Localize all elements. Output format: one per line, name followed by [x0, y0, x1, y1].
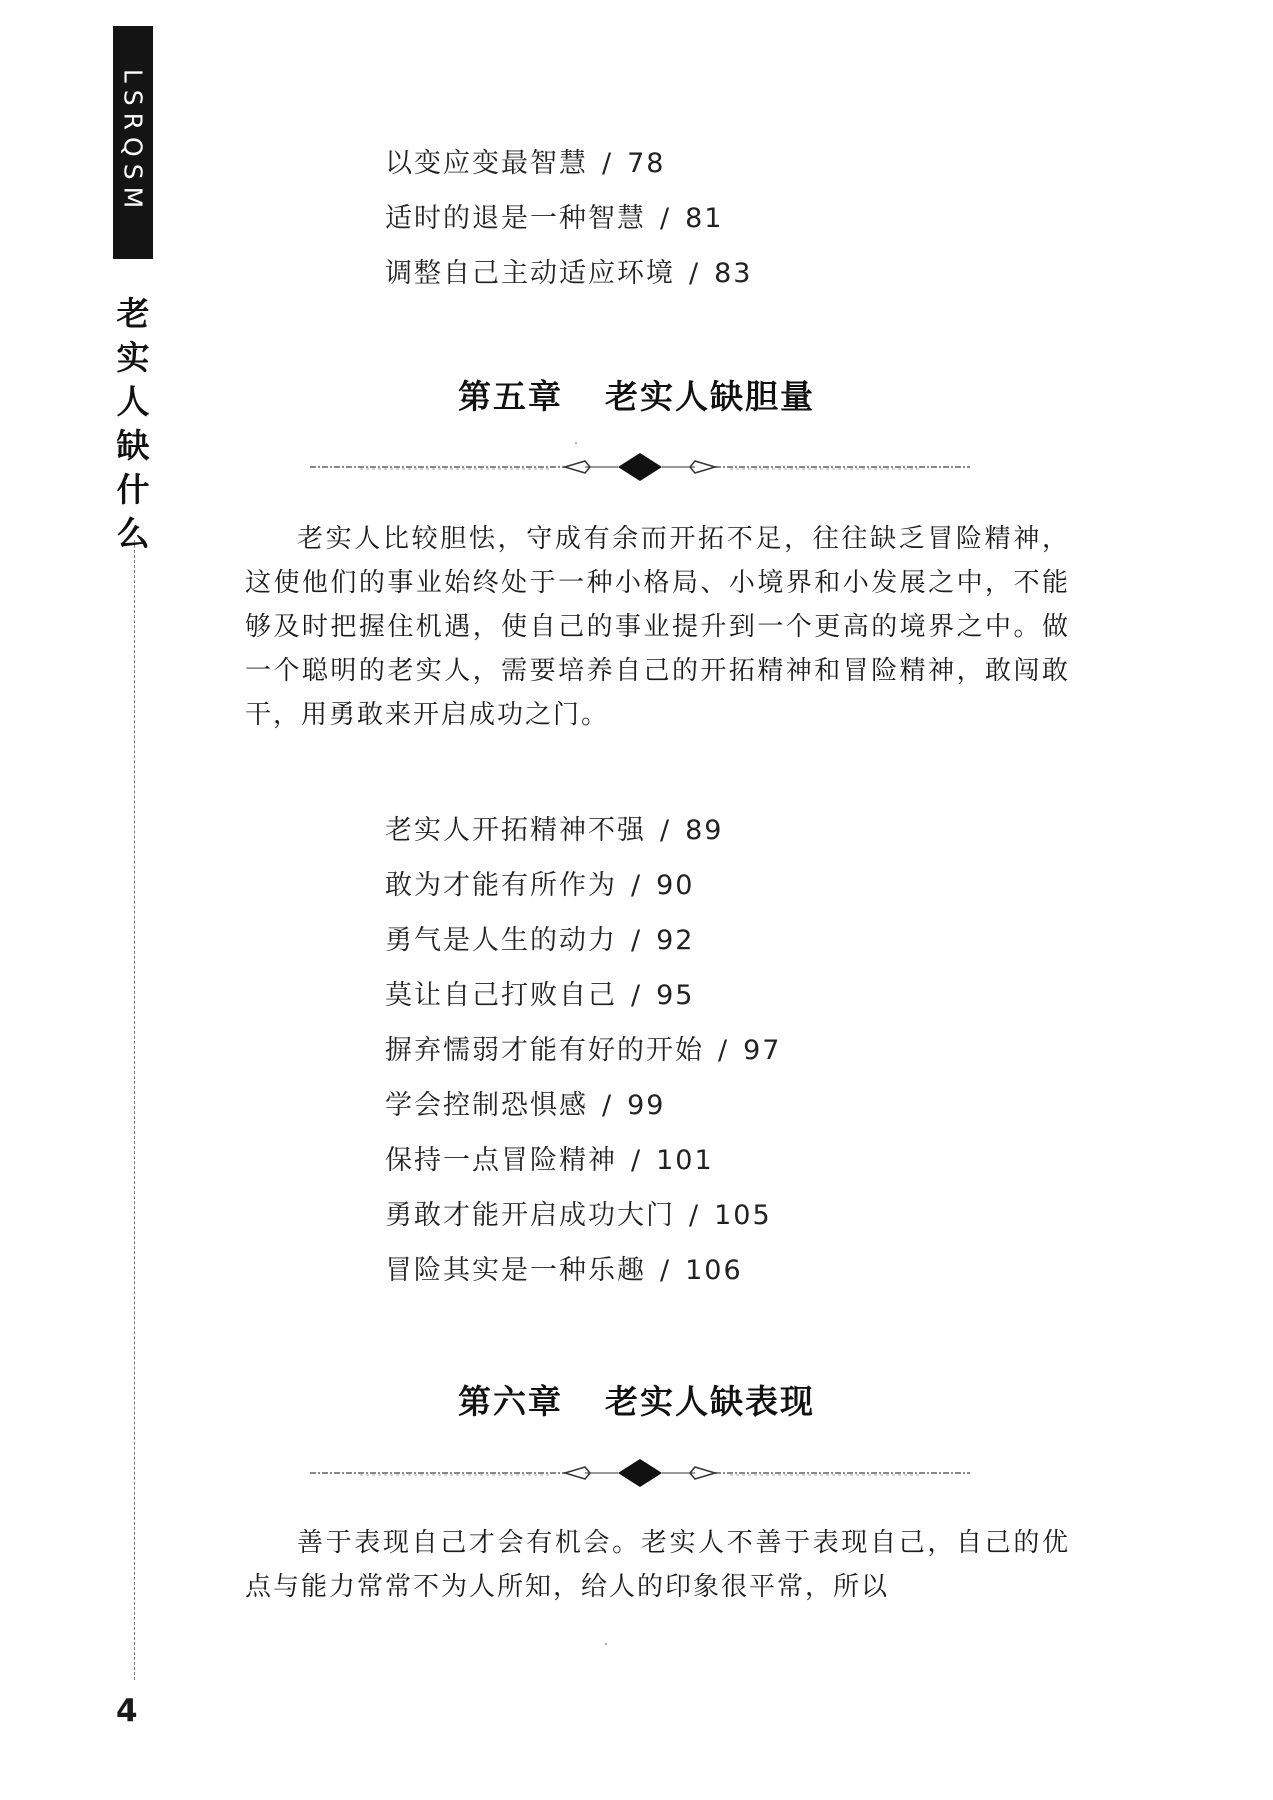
- book-title-char: 缺: [116, 426, 150, 465]
- toc-entry-page: 101: [656, 1145, 714, 1176]
- chapter-6-intro: 善于表现自己才会有机会。老实人不善于表现自己，自己的优点与能力常常不为人所知，给人的印象很平常，所以: [245, 1528, 1070, 1602]
- toc-entry: [385, 1133, 781, 1188]
- chapter-5-intro: 老实人比较胆怯，守成有余而开拓不足，往往缺乏冒险精神，这使他们的事业始终处于一种小格局、小境界和小发展之中，不能够及时把握住机遇，使自己的事业提升到一个更高的境界之中。做一个聪明的老实人，需要培养自己的开拓精神和冒险精神，敢闯敢干，用勇敢来开启成功之门。: [245, 524, 1070, 730]
- toc-list-chapter-5: [385, 803, 781, 1298]
- toc-entry-page: 92: [656, 925, 695, 956]
- book-title-char: 么: [116, 514, 150, 553]
- book-title-vertical: [112, 292, 154, 556]
- toc-separator: /: [602, 1090, 614, 1121]
- toc-entry-title: 调整自己主动适应环境: [385, 258, 675, 289]
- toc-entry: [385, 1078, 781, 1133]
- toc-separator: /: [602, 148, 614, 179]
- toc-entry-title: 莫让自己打败自己: [385, 980, 617, 1011]
- chapter-title: 老实人缺表现: [605, 1382, 815, 1421]
- toc-entry: [385, 858, 781, 913]
- book-title-char: 实: [116, 338, 150, 377]
- toc-separator: /: [631, 1145, 643, 1176]
- toc-entry-page: 81: [685, 203, 724, 234]
- toc-entry-title: 适时的退是一种智慧: [385, 203, 646, 234]
- toc-entry: [385, 1023, 781, 1078]
- toc-entry-title: 老实人开拓精神不强: [385, 815, 646, 846]
- chapter-title: 老实人缺胆量: [605, 377, 815, 416]
- toc-entry-page: 97: [743, 1035, 782, 1066]
- toc-separator: /: [660, 815, 672, 846]
- toc-entry-title: 勇敢才能开启成功大门: [385, 1200, 675, 1231]
- toc-entry-page: 95: [656, 980, 695, 1011]
- chapter-5-ornament: [300, 452, 980, 482]
- toc-entry-title: 勇气是人生的动力: [385, 925, 617, 956]
- page-number: 4: [116, 1693, 138, 1729]
- toc-separator: /: [689, 1200, 701, 1231]
- toc-entry-title: 保持一点冒险精神: [385, 1145, 617, 1176]
- chapter-6-heading: [0, 1376, 1273, 1423]
- toc-entry-title: 学会控制恐惧感: [385, 1090, 588, 1121]
- toc-entry-page: 105: [714, 1200, 772, 1231]
- toc-entry: [385, 136, 752, 191]
- toc-separator: /: [631, 980, 643, 1011]
- toc-entry: [385, 1188, 781, 1243]
- toc-entry-page: 83: [714, 258, 753, 289]
- sidebar-dashed-rule: [134, 540, 135, 1680]
- toc-separator: /: [660, 203, 672, 234]
- toc-entry-page: 99: [627, 1090, 666, 1121]
- toc-entry-page: 89: [685, 815, 724, 846]
- chapter-number: 第六章: [458, 1382, 563, 1421]
- toc-entry-title: 以变应变最智慧: [385, 148, 588, 179]
- scan-speck: [605, 1643, 607, 1645]
- toc-list-previous-chapter: [385, 136, 752, 301]
- toc-entry-page: 106: [685, 1255, 743, 1286]
- toc-separator: /: [660, 1255, 672, 1286]
- toc-entry-title: 冒险其实是一种乐趣: [385, 1255, 646, 1286]
- toc-separator: /: [689, 258, 701, 289]
- toc-entry: [385, 191, 752, 246]
- series-code: LSRQSM: [118, 68, 148, 216]
- toc-entry: [385, 246, 752, 301]
- toc-entry-title: 敢为才能有所作为: [385, 870, 617, 901]
- chapter-5-heading: [0, 371, 1273, 418]
- toc-entry: [385, 913, 781, 968]
- toc-entry-page: 90: [656, 870, 695, 901]
- toc-entry: [385, 968, 781, 1023]
- toc-separator: /: [631, 870, 643, 901]
- toc-entry: [385, 803, 781, 858]
- toc-entry-title: 摒弃懦弱才能有好的开始: [385, 1035, 704, 1066]
- toc-entry: [385, 1243, 781, 1298]
- book-title-char: 老: [116, 294, 150, 333]
- book-title-char: 人: [116, 382, 150, 421]
- toc-separator: /: [718, 1035, 730, 1066]
- toc-separator: /: [631, 925, 643, 956]
- chapter-number: 第五章: [458, 377, 563, 416]
- book-title-char: 什: [116, 470, 150, 509]
- scan-speck: [575, 442, 577, 444]
- toc-entry-page: 78: [627, 148, 666, 179]
- chapter-6-ornament: [300, 1458, 980, 1488]
